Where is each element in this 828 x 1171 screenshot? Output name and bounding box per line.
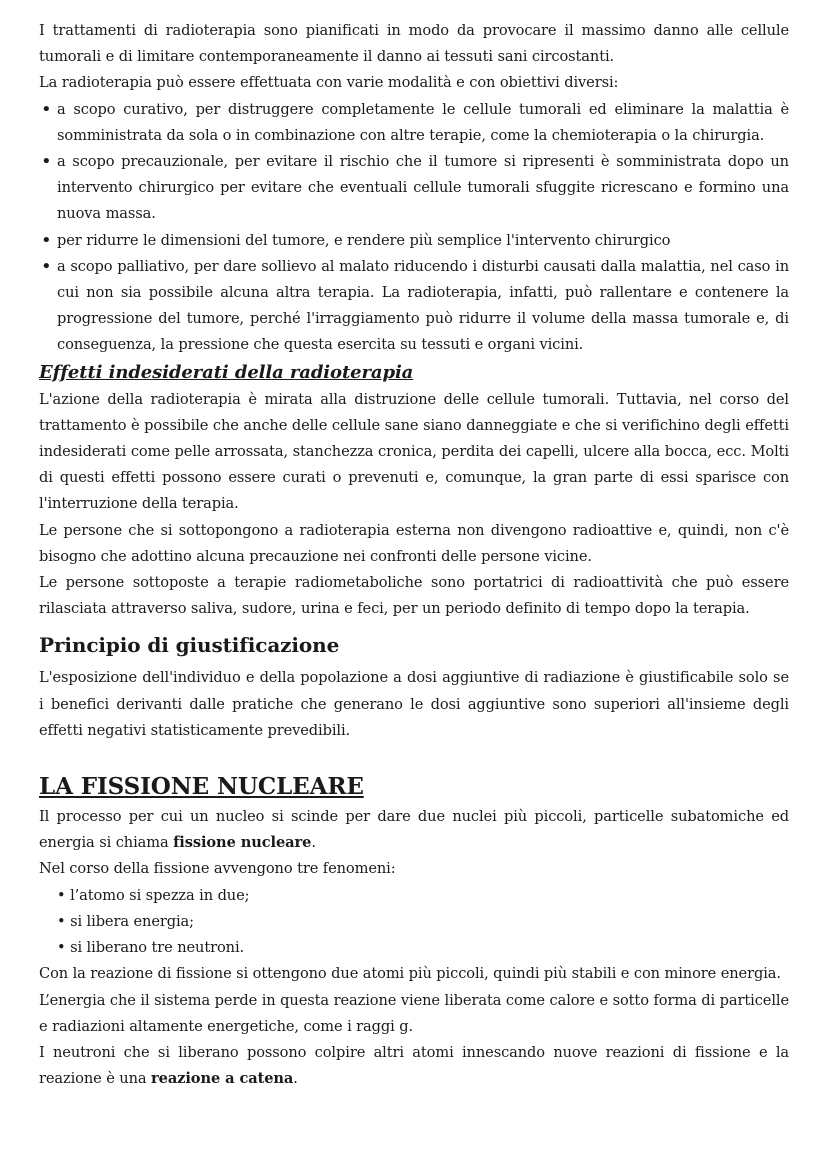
list-item <box>39 228 789 254</box>
bullet-icon: • <box>41 151 52 173</box>
list-item-text: si liberano tre neutroni. <box>70 939 245 957</box>
effects-paragraph: Le persone che si sottopongono a radioterapia esterna non divengono radioattive e, quindi, non c'è bisogno che adottino alcuna precauzione nei confronti delle persone vicine. <box>39 521 789 565</box>
chain-reaction-paragraph <box>39 1040 789 1092</box>
effects-paragraph: L'azione della radioterapia è mirata alla distruzione delle cellule tumorali. Tuttavia, nel corso del trattamento è possibile che anche delle cellule sane siano danneggiate e che si verifichino degli effetti indesiderati come pelle arrossata, stanchezza cronica, perdita dei capelli, ulcere alla bocca, ecc. Molti di questi effetti possono essere curati o prevenuti e, comunque, la gran parte di essi sparisce con l'interruzione della terapia. <box>39 390 789 513</box>
effects-heading: Effetti indesiderati della radioterapia <box>39 361 414 383</box>
text: . <box>311 834 316 852</box>
document-page <box>39 18 789 1092</box>
intro-paragraph: La radioterapia può essere effettuata con varie modalità e con obiettivi diversi: <box>39 74 619 92</box>
text: Il processo per cui un nucleo si scinde per dare due nuclei più piccoli, particelle subatomiche ed energia si chiama <box>39 808 789 852</box>
text: . <box>293 1070 298 1088</box>
list-item-text: per ridurre le dimensioni del tumore, e rendere più semplice l'intervento chirurgico <box>57 231 671 249</box>
list-item <box>39 909 789 935</box>
modalities-list <box>39 97 789 359</box>
list-item <box>39 149 789 228</box>
list-item <box>39 935 789 961</box>
bold-term: fissione nucleare <box>173 834 312 852</box>
bullet-icon: • <box>57 939 66 957</box>
list-item-text: a scopo curativo, per distruggere completamente le cellule tumorali ed eliminare la malattia è somministrata da sola o in combinazione con altre terapie, come la chemioterapia o la chirurgia. <box>57 100 789 144</box>
list-item-text: l’atomo si spezza in due; <box>70 886 250 904</box>
bullet-icon: • <box>57 886 66 904</box>
bold-term: reazione a catena <box>151 1070 294 1088</box>
text: I neutroni che si liberano possono colpire altri atomi innescando nuove reazioni di fissione e la reazione è una <box>39 1043 789 1088</box>
list-item <box>39 254 789 359</box>
bullet-icon: • <box>41 255 52 277</box>
justification-paragraph: L'esposizione dell'individuo e della popolazione a dosi aggiuntive di radiazione è giustificabile solo se i benefici derivanti dalle pratiche che generano le dosi aggiuntive sono superiori all'insieme degli effetti negativi statisticamente prevedibili. <box>39 669 789 739</box>
intro-paragraph: I trattamenti di radioterapia sono pianificati in modo da provocare il massimo danno alle cellule tumorali e di limitare contemporaneamente il danno ai tessuti sani circostanti. <box>39 22 789 66</box>
fission-definition <box>39 804 789 856</box>
phenomena-list <box>39 883 789 962</box>
justification-heading: Principio di giustificazione <box>39 633 340 658</box>
bullet-icon: • <box>57 912 66 930</box>
fission-paragraph: L’energia che il sistema perde in questa reazione viene liberata come calore e sotto forma di particelle e radiazioni altamente energetiche, come i raggi g. <box>39 991 789 1035</box>
bullet-icon: • <box>41 98 52 120</box>
list-item-text: si libera energia; <box>70 912 194 930</box>
fission-heading: LA FISSIONE NUCLEARE <box>39 773 364 801</box>
fission-paragraph: Con la reazione di fissione si ottengono due atomi più piccoli, quindi più stabili e con minore energia. <box>39 965 781 983</box>
list-item-text: a scopo precauzionale, per evitare il rischio che il tumore si ripresenti è somministrata dopo un intervento chirurgico per evitare che eventuali cellule tumorali sfuggite ricrescano e formino una nuova massa. <box>57 153 789 223</box>
list-item <box>39 97 789 149</box>
bullet-icon: • <box>41 229 52 251</box>
list-item-text: a scopo palliativo, per dare sollievo al malato riducendo i disturbi causati dalla malattia, nel caso in cui non sia possibile alcuna altra terapia. La radioterapia, infatti, può rallentare e contenere la progressione del tumore, perché l'irraggiamento può ridurre il volume della massa tumorale e, di conseguenza, la pressione che questa esercita su tessuti e organi vicini. <box>57 257 789 354</box>
phenomena-intro: Nel corso della fissione avvengono tre fenomeni: <box>39 860 396 878</box>
effects-paragraph: Le persone sottoposte a terapie radiometaboliche sono portatrici di radioattività che può essere rilasciata attraverso saliva, sudore, urina e feci, per un periodo definito di tempo dopo la terapia. <box>39 574 789 618</box>
list-item <box>39 883 789 909</box>
